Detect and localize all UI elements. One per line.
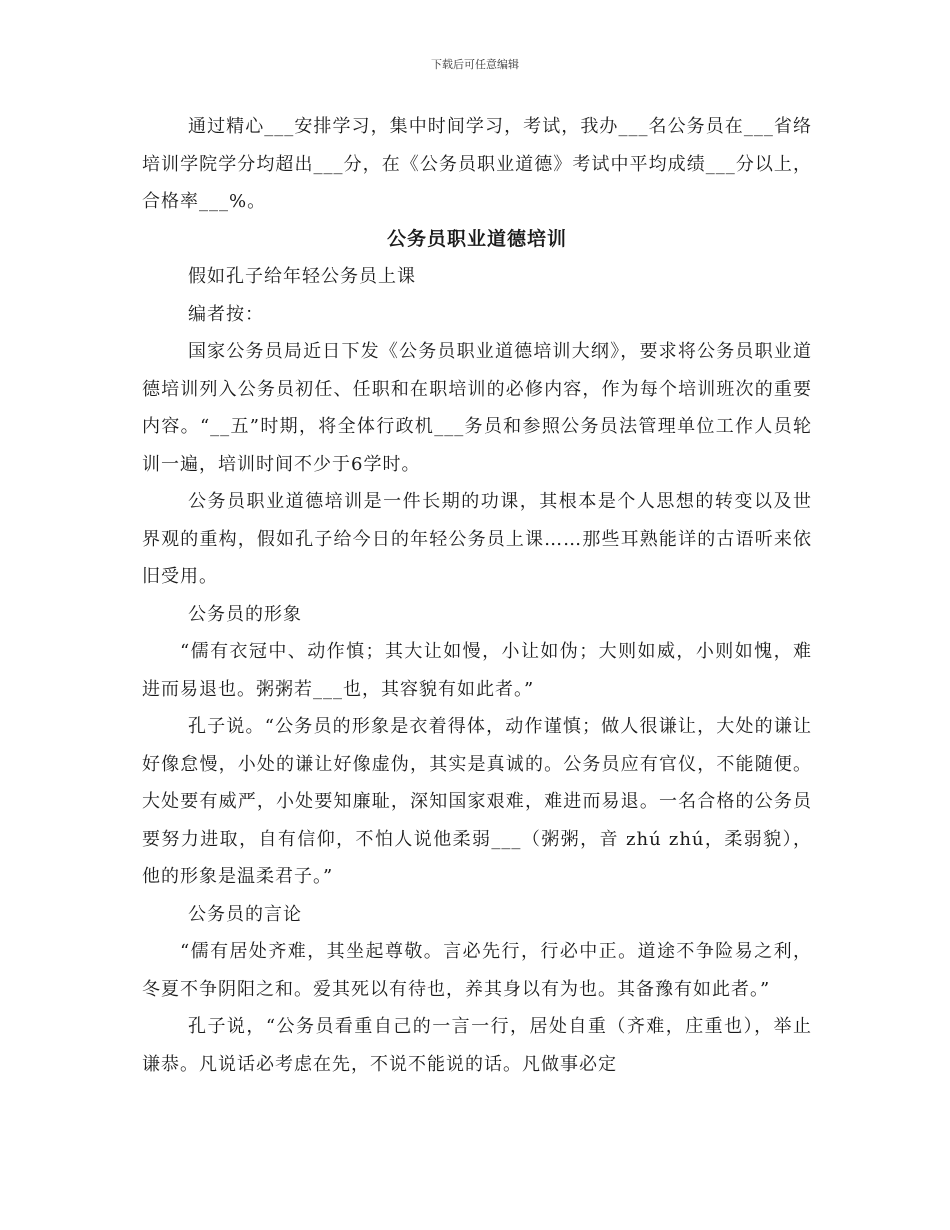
section-heading-speech: 公务员的言论 xyxy=(188,903,302,925)
document-subtitle: 假如孔子给年轻公务员上课 xyxy=(188,266,416,287)
quote-image: “儒有衣冠中、动作慎；其大让如慢，小让如伪；大则如威，小则如愧，难进而易退也。粥粥若___也，其容貌有如此者。” xyxy=(142,641,812,700)
document-body xyxy=(142,108,812,1083)
document-title: 公务员职业道德培训 xyxy=(386,227,567,250)
body-paragraph: 公务员职业道德培训是一件长期的功课，其根本是个人思想的转变以及世界观的重构，假如孔子给今日的年轻公务员上课……那些耳熟能详的古语听来依旧受用。 xyxy=(142,491,812,587)
quote-speech: “儒有居处齐难，其坐起尊敬。言必先行，行必中正。道途不争险易之利，冬夏不争阴阳之和。爱其死以有待也，养其身以有为也。其备豫有如此者。” xyxy=(142,941,812,1000)
header-note: 下载后可任意编辑 xyxy=(431,58,519,71)
section-heading-image: 公务员的形象 xyxy=(188,603,302,625)
explanation-speech: 孔子说，“公务员看重自己的一言一行，居处自重（齐难，庄重也），举止谦恭。凡说话必考虑在先，不说不能说的话。凡做事必定 xyxy=(142,1016,812,1075)
editor-note-label: 编者按： xyxy=(188,303,264,325)
intro-paragraph: 通过精心___安排学习，集中时间学习，考试，我办___名公务员在___省络培训学院学分均超出___分，在《公务员职业道德》考试中平均成绩___分以上，合格率___%。 xyxy=(142,116,812,212)
body-paragraph: 国家公务员局近日下发《公务员职业道德培训大纲》，要求将公务员职业道德培训列入公务员初任、任职和在职培训的必修内容，作为每个培训班次的重要内容。“__五”时期，将全体行政机___务员和参照公务员法管理单位工作人员轮训一遍，培训时间不少于6学时。 xyxy=(142,341,812,475)
explanation-image: 孔子说。“公务员的形象是衣着得体，动作谨慎；做人很谦让，大处的谦让好像怠慢，小处的谦让好像虚伪，其实是真诚的。公务员应有官仪，不能随便。大处要有威严，小处要知廉耻，深知国家艰难，难进而易退。一名合格的公务员要努力进取，自有信仰，不怕人说他柔弱___（粥粥，音 zhú zhú，柔弱貌），他的形象是温柔君子。” xyxy=(142,716,812,887)
